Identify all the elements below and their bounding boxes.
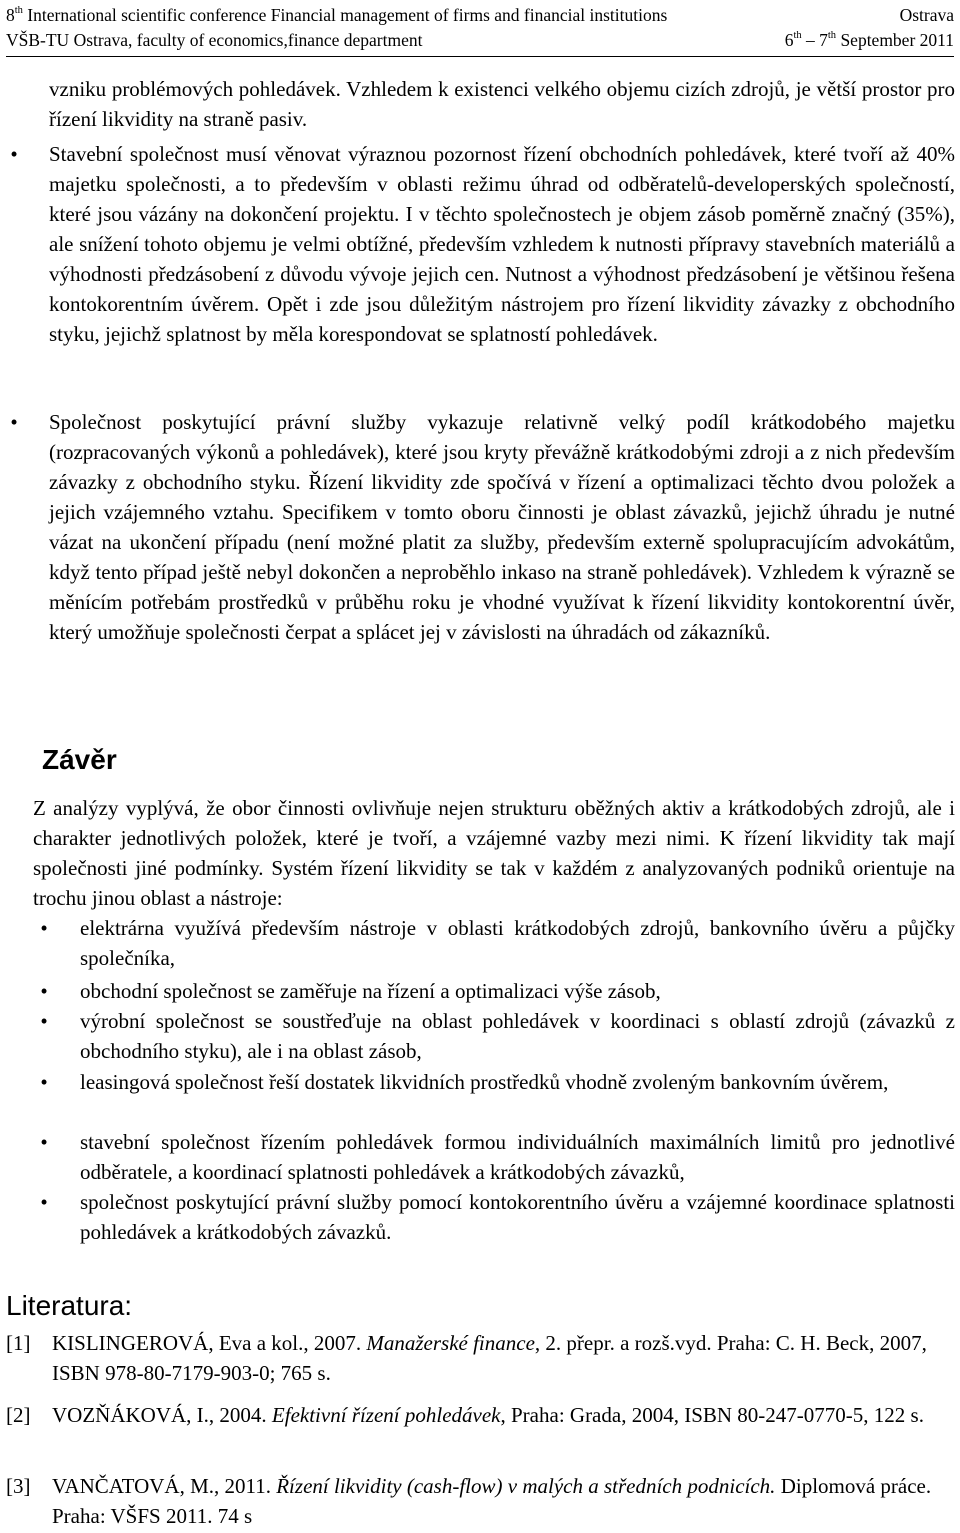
bullet-icon: • [40,916,48,940]
reference-title: Manažerské finance [366,1331,535,1355]
reference-number: [2] [6,1403,31,1427]
conclusion-list-item: • leasingová společnost řeší dostatek likvidních prostředků vhodně zvoleným bankovním úvěrem, [80,1067,955,1097]
bullet-construction-company [10,139,955,349]
bullet-icon: • [40,1009,48,1033]
reference-title: Řízení likvidity (cash-flow) v malých a středních podnicích. [276,1474,776,1498]
conference-city: Ostrava [899,5,954,25]
bullet-icon: • [10,142,18,166]
reference-number: [3] [6,1474,31,1498]
bullet-text: Stavební společnost musí věnovat výraznou pozornost řízení obchodních pohledávek, které tvoří až 40% majetku společnosti, a to především v oblasti režimu úhrad od odběratelů-developerských společností, které jsou vázány na dokončení projektu. I v těchto společnostech je objem zásob poměrně značný (35%), ale snížení tohoto objemu je velmi obtížné, především vzhledem k nutnosti přípravy stavebních materiálů a výhodnosti předzásobení z důvodu vývoje jejich cen. Nutnost a výhodnost předzásobení je většinou řešena kontokorentním úvěrem. Opět i zde jsou důležitým nástrojem pro řízení likvidity závazky z obchodního styku, jejichž splatnost by měla korespondovat se splatností pohledávek. [49,142,955,346]
institution: VŠB-TU Ostrava, faculty of economics,finance department [6,30,423,50]
conclusion-list-item: • výrobní společnost se soustřeďuje na oblast pohledávek v koordinaci s oblastí zdrojů (závazků z obchodního styku), ale i na oblast zásob, [80,1006,955,1066]
conclusion-list-item: • obchodní společnost se zaměřuje na řízení a optimalizaci výše zásob, [80,976,955,1006]
bullet-legal-services-company [10,407,955,647]
conference-date: 6th – 7th September 2011 [784,30,954,50]
bullet-icon: • [40,1070,48,1094]
bullet-icon: • [40,979,48,1003]
header-line-1 [6,0,954,28]
bullet-icon: • [40,1190,48,1214]
reference-item: [3] VANČATOVÁ, M., 2011. Řízení likvidity (cash-flow) v malých a středních podnicích. Diplomová práce. Praha: VŠFS 2011. 74 s [52,1471,955,1531]
reference-item: [2] VOZŇÁKOVÁ, I., 2004. Efektivní řízení pohledávek, Praha: Grada, 2004, ISBN 80-247-0770-5, 122 s. [52,1400,955,1430]
conclusion-paragraph [6,793,955,913]
bullet-icon: • [10,410,18,434]
continuation-paragraph: vzniku problémových pohledávek. Vzhledem k existenci velkého objemu cizích zdrojů, je větší prostor pro řízení likvidity na straně pasiv. [49,77,955,131]
section-title-literature: Literatura: [6,1290,133,1321]
conclusion-list-item: • stavební společnost řízením pohledávek formou individuálních maximálních limitů pro jednotlivé odběratele, a koordinací splatnosti pohledávek a krátkodobých závazků, [80,1127,955,1187]
page-header [6,0,954,57]
conference-title: 8th International scientific conference Financial management of firms and financial institutions [6,5,668,25]
conclusion-list-item: • elektrárna využívá především nástroje v oblasti krátkodobých zdrojů, bankovního úvěru a půjčky společníka, [80,913,955,973]
bullet-text: Společnost poskytující právní služby vykazuje relativně velký podíl krátkodobého majetku (rozpracovaných výkonů a pohledávek), které jsou kryty převážně krátkodobými zdroji a z nich především závazky z obchodního styku. Řízení likvidity zde spočívá v řízení a optimalizaci těchto dvou položek a jejich vzájemného vztahu. Specifikem v tomto oboru činnosti je oblast závazků, jejichž úhradu je nutné vázat na ukončení případu (není možné platit za služby, především externě spolupracujícím advokátům, když tento případ ještě nebyl dokončen a neproběhlo inkaso na straně pohledávek). Vzhledem k výrazně se měnícím potřebám prostředků v průběhu roku je vhodné využívat k řízení likvidity kontokorentní úvěr, který umožňuje společnosti čerpat a splácet jej v závislosti na úhradách od zákazníků. [49,410,955,644]
reference-item: [1] KISLINGEROVÁ, Eva a kol., 2007. Manažerské finance, 2. přepr. a rozš.vyd. Praha: C. H. Beck, 2007, ISBN 978-80-7179-903-0; 765 s. [52,1328,955,1388]
reference-number: [1] [6,1331,31,1355]
reference-title: Efektivní řízení pohledávek [271,1403,501,1427]
conclusion-text: Z analýzy vyplývá, že obor činnosti ovlivňuje nejen strukturu oběžných aktiv a krátkodobých zdrojů, ale i charakter jednotlivých položek, které je tvoří, a vzájemné vazby mezi nimi. K řízení likvidity tak mají společnosti jiné podmínky. Systém řízení likvidity se tak v každém z analyzovaných podniků orientuje na trochu jinou oblast a nástroje: [33,796,955,910]
header-line-2 [6,28,954,53]
bullet-icon: • [40,1130,48,1154]
conclusion-list-item: • společnost poskytující právní služby pomocí kontokorentního úvěru a vzájemné koordinace splatnosti pohledávek a krátkodobých závazků. [80,1187,955,1247]
section-title-conclusion: Závěr [42,744,117,775]
